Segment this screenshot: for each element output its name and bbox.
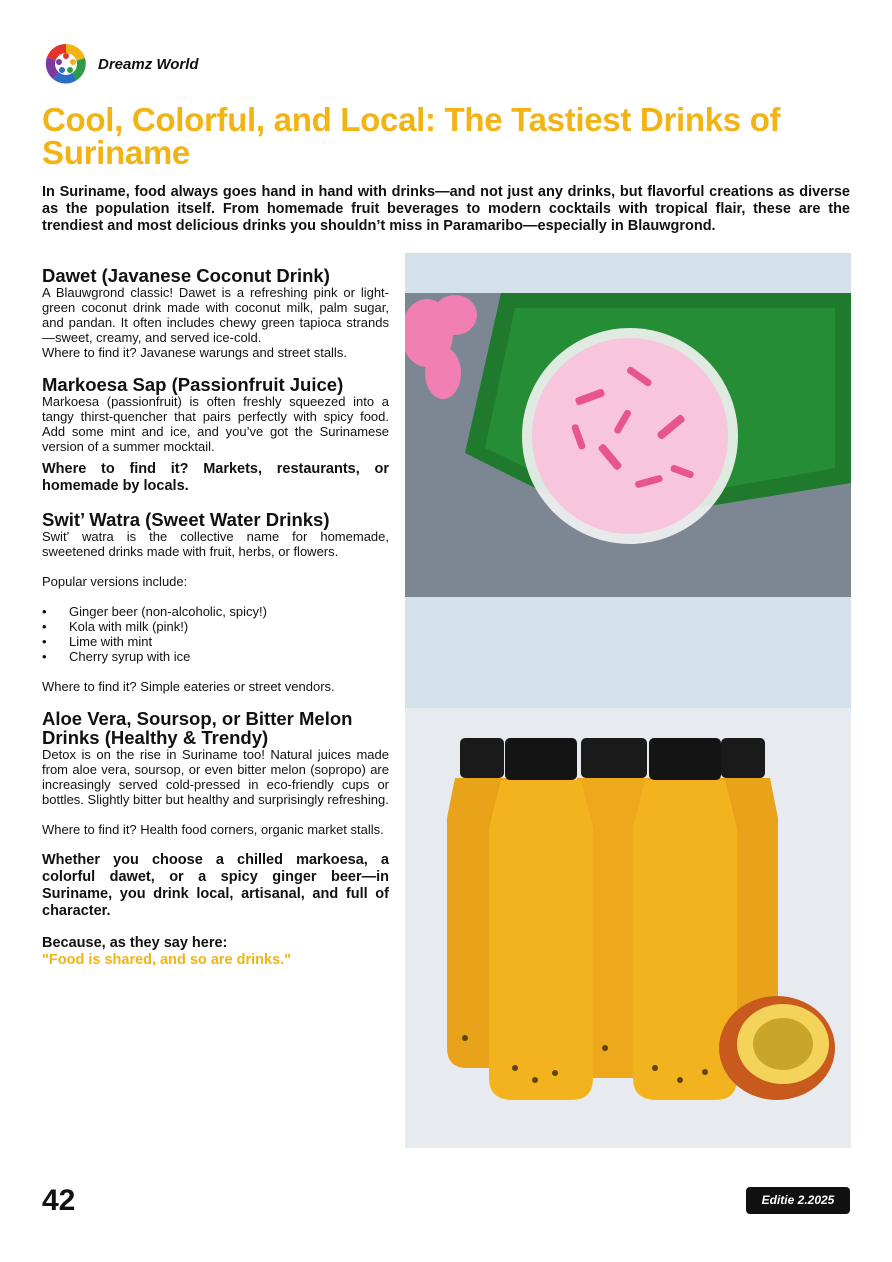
header [44,42,199,86]
dreamz-world-logo-icon [44,42,88,86]
drink-list [42,604,389,664]
section-heading-markoesa: Markoesa Sap (Passionfruit Juice) [42,374,344,395]
list-intro: Popular versions include: [42,574,188,589]
section-heading-dawet: Dawet (Javanese Coconut Drink) [42,265,330,286]
intro-paragraph: In Suriname, food always goes hand in hand with drinks—and not just any drinks, but flavorful creations as diverse as the population itself. From homemade fruit beverages to modern cocktails with tropical flair, these are the trendiest and most delicious drinks you shouldn’t miss in Paramaribo—especially in Blauwgrond. [42,184,850,234]
list-item: • Cherry syrup with ice [69,649,389,664]
section-where-healthy: Where to find it? Health food corners, organic market stalls. [42,822,384,837]
list-item: • Kola with milk (pink!) [69,619,389,634]
brand-name: Dreamz World [98,55,199,73]
dawet-drink-photo [405,253,851,708]
edition-badge: Editie 2.2025 [746,1187,850,1214]
section-heading-healthy: Aloe Vera, Soursop, or Bitter Melon Drinks (Healthy & Trendy) [42,708,353,748]
section-body-dawet: A Blauwgrond classic! Dawet is a refreshing pink or light-green coconut drink made with coconut milk, palm sugar, and pandan. It often includes chewy green tapioca strands—sweet, creamy, and served ice-cold. [42,285,389,345]
page-title: Cool, Colorful, and Local: The Tastiest Drinks of Suriname [42,101,781,171]
section-where-markoesa: Where to find it? Markets, restaurants, or homemade by locals. [42,461,389,494]
list-item: • Lime with mint [69,634,389,649]
closing-paragraph: Whether you choose a chilled markoesa, a colorful dawet, or a spicy ginger beer—in Suriname, you drink local, artisanal, and full of character. [42,852,389,919]
section-where-swit-watra: Where to find it? Simple eateries or street vendors. [42,679,335,694]
because-line: Because, as they say here: [42,935,228,951]
passionfruit-juice-bottles-photo [405,708,851,1148]
section-body-markoesa: Markoesa (passionfruit) is often freshly squeezed into a tangy thirst-quencher that pairs perfectly with spicy food. Add some mint and ice, and you’ve got the Surinamese version of a summer mocktail. [42,394,389,454]
page-number: 42 [42,1184,76,1217]
list-item: • Ginger beer (non-alcoholic, spicy!) [69,604,389,619]
closing-quote: "Food is shared, and so are drinks." [42,952,292,968]
article-column [42,266,389,969]
section-body-swit-watra: Swit’ watra is the collective name for homemade, sweetened drinks made with fruit, herbs, or flowers. [42,529,389,559]
section-heading-swit-watra: Swit’ Watra (Sweet Water Drinks) [42,509,330,530]
section-body-healthy: Detox is on the rise in Suriname too! Natural juices made from aloe vera, soursop, or even bitter melon (sopropo) are increasingly served cold-pressed in eco-friendly cups or bottles. Slightly bitter but healthy and surprisingly refreshing. [42,747,389,807]
section-where-dawet: Where to find it? Javanese warungs and street stalls. [42,345,347,360]
